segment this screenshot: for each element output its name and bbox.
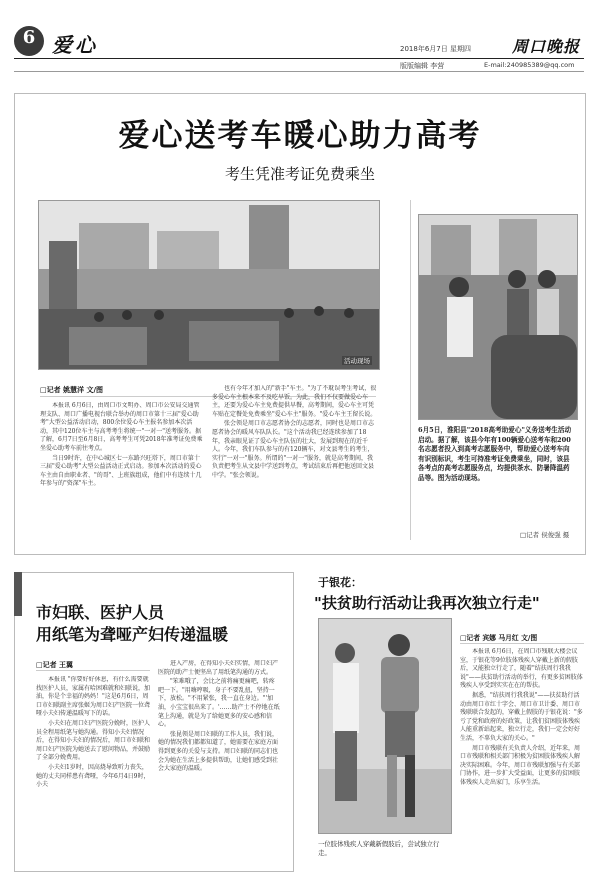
top-byline: □记者 姚慧洋 文/图 — [40, 386, 104, 394]
top-story-column-1 — [40, 402, 204, 542]
top-story-paragraph: 当日9时许，在中心城区七一东路兴旺塔下，周口市第十三届"爱心助考"大型公益活动正式启动。参加本次活动的爱心车主由自由职业者、"的哥"、上班族组成，他们中有连续十几年参与的"资深"车主。 — [40, 454, 202, 488]
bottom-right-paragraph: 周口市残联有关负责人介绍，近年来，周口市残联和相关部门积极为贫困肢体残疾人解决实际困难。今年，周口市残联加强与有关部门协作，进一步扩大受益面，让更多的贫困肢体残疾人走出家门，乐享生活。 — [460, 744, 581, 786]
bottom-right-byline: □记者 宾娜 马月红 文/图 — [460, 634, 538, 642]
bottom-left-paragraph: "笨难哦了，会比之前将痛更痛吧，转疼吧一下。"用嗨哼吸，身子不要乱扭，坚持一下，放松。"不用紧张，我一直在身边。"'加油，小宝宝很出来了。'……助产士不停地在纸笔上沟通，就是为了给她更多的安心感和信心。 — [158, 678, 280, 729]
bottom-left-paragraph: 小夫妇在周口妇产医院分娩时，医护人员全程用纸笔与她沟通。得知小夫妇情况后，在得知小夫妇的情况后，周口市妇联和周口妇产医院为她送去了慰问物品，并鼓励了全部分娩费用。 — [36, 719, 150, 762]
prosthetic-photo-caption: 一位肢体残疾人穿戴新假肢后，尝试独立行走。 — [318, 840, 440, 857]
prosthetic-photo — [318, 618, 452, 834]
side-photo-graphic — [419, 215, 577, 419]
bottom-left-paragraph: 小夫妇1岁时，因高烧导致听力丧失，她的丈夫同样患有聋哑，今年6月4日9时，小夫 — [36, 763, 150, 789]
top-headline: 爱心送考车暖心助力高考 — [118, 118, 482, 154]
bottom-right-headline: "扶贫助行活动让我再次独立行走" — [314, 594, 540, 612]
top-subhead: 考生凭准考证免费乘坐 — [224, 165, 375, 183]
email-credit: E-mail:240985389@qq.com — [484, 61, 575, 69]
bottom-left-paragraph: 本报讯 "你要好好休息，有什么需要就找医护人员，家属有哈困难就和妇联说，加油，你是个幸福的妈妈！"这是6月6日，周口市妇联副主席张姬为周口妇产医院一位聋哑小夫妇传递温暖写下的话。 — [36, 676, 150, 718]
event-photo — [38, 200, 380, 370]
column-divider — [410, 200, 411, 540]
bottom-left-paragraph: 张昆领是周口妇联的工作人员，我们说，她的情况我们都都知道了，她需要在家庭方面得到更多的关爱与支持。周口妇联的同志们也会为她在生活上多提供帮助，让她们感受到社会大家庭的温暖。 — [158, 730, 279, 773]
side-photo-caption: 6月5日，淮阳县"2018高考助爱心"义务送考生活动启动。据了解，该县今年有100辆爱心送考车和200名志愿者投入到高考志愿服务中，帮助爱心送考车向有识别标识，考生可持准考证免费乘坐，同时，该县各考点的高考志愿服务点，均提供茶水、防暑降温药品等。图为活动现场。 — [418, 426, 572, 482]
bottom-left-accent — [14, 572, 22, 616]
bottom-right-paragraph: 本报讯 6月6日，在周口市残联大楼会议室，于银花等9位肢体残疾人穿戴上新的假肢后，又能独立行走了，随着"结扶周行我我说"——扶贫助行活动的举行，有更多贫困肢体残疾人享受到实实在在的帮扶。 — [460, 648, 583, 690]
header-rule-bottom — [14, 71, 584, 72]
side-photo — [418, 214, 578, 420]
event-photo-graphic — [39, 201, 379, 369]
masthead: 周口晚报 — [512, 37, 581, 56]
bottom-left-byline-rule — [36, 670, 150, 671]
top-story-paragraph: 张会领是周口市志愿者协会的志愿者，同时也是周口市志愿者协会的暖风车队队长。"这个活动我已经连续参加了18年，我亲眼见证了爱心车主队伍的壮大，发展到现在的近千人。今年，我们车队参与的有120辆车，对文县考生的考生，实行"一对一"服务。所谓的"一对一"服务，就是高考期间，我负责把考生从文县中学送到考点，考试结束后再把他送回文县中学。"张会领说。 — [212, 420, 375, 479]
section-title: 爱心 — [52, 33, 98, 57]
bottom-left-paragraph: 进入产房，在得知小夫妇实情，周口妇产医院的助产士便坚出了用纸笔沟通的方式。 — [158, 660, 279, 676]
top-story-paragraph: 也有今年才加入的"新手"车主。"为了不耽误考生考试，很多爱心车主根本来不及吃早饭。为此，我们不仅要做爱心车主，还要为爱心车主免费提供早餐，高考期间，爱心车主可凭车贴在定餐处免费乘坐"爱心车主"服务。"爱心车主王留长说。 — [212, 385, 377, 418]
bottom-right-byline-rule — [460, 643, 584, 644]
event-photo-caption: 活动现场 — [344, 357, 370, 365]
top-story-column-2 — [212, 385, 378, 545]
bottom-left-column-2 — [158, 660, 280, 864]
top-story-paragraph: 本报讯 6月6日，由周口市文明办、周口市公安局交通管理支队、周口广播电视台联合举办的周口市第十三届"爱心助考"大型公益活动启动，800余位爱心车主报名参加本次活动，其中120位车主与高考考生将统一"一对一"送考服务。据了解，6月7日至6月8日，高考考生可凭2018年准考证免费乘坐爱心助考车前往考点。 — [40, 402, 203, 452]
bottom-right-paragraph: 据悉，"结扶周行我我说"——扶贫助行活动由周口市红十字会、周口市卫计委、周口市残联联合发起的，穿戴上假肢的于银花说："多亏了党和政府的好政策，让我们贫困肢体残疾人能重新站起来，独立行走，我们一定会好好生活，不辜负大家的关心。" — [460, 691, 583, 742]
header-rule — [14, 58, 584, 59]
bottom-left-column-1 — [36, 676, 150, 864]
bottom-right-body — [460, 648, 584, 862]
page-number: 6 — [22, 27, 36, 48]
bottom-left-byline: □记者 王翼 — [36, 661, 74, 669]
bottom-right-kicker: 于银花： — [318, 576, 362, 589]
bottom-left-headline-1: 市妇联、医护人员 — [36, 603, 165, 622]
bottom-left-headline-2: 用纸笔为聋哑产妇传递温暖 — [36, 625, 229, 644]
editor-credit: 版版编辑 李营 — [400, 62, 445, 70]
prosthetic-photo-graphic — [319, 619, 451, 833]
date-line: 2018年6月7日 星期四 — [400, 45, 471, 53]
side-photo-byline: □记者 侯俊强 摄 — [520, 531, 570, 539]
